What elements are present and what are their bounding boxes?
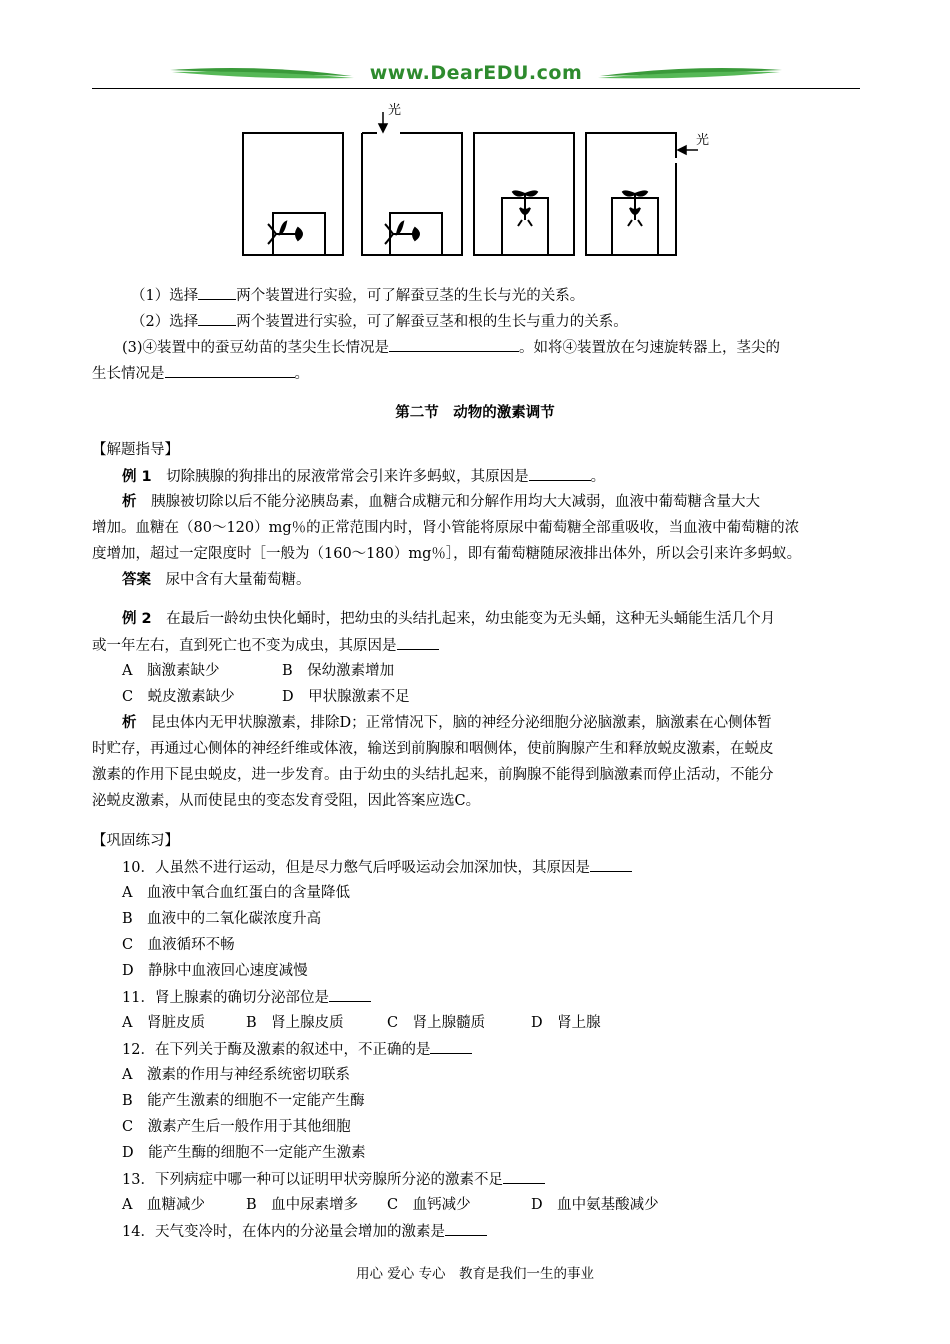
q13-option-b[interactable]: B 血中尿素增多 [246, 1197, 359, 1213]
answer-blank[interactable] [329, 987, 371, 1002]
example-2-analysis-3: 激素的作用下昆虫蜕皮，进一步发育。由于幼虫的头结扎起来，前胸腺不能得到脑激素而停止活动，不能分 [92, 767, 774, 783]
example-2-analysis-2: 时贮存，再通过心侧体的神经纤维或体液，输送到前胸腺和咽侧体，使前胸腺产生和释放蜕皮激素，在蜕皮 [92, 741, 774, 757]
q11-options [122, 1013, 601, 1033]
q11-option-d[interactable]: D 肾上腺 [531, 1015, 601, 1031]
example-1-answer: 答案 尿中含有大量葡萄糖。 [122, 572, 311, 588]
option-c[interactable]: C 蜕皮激素缺少 [122, 689, 235, 705]
q13-option-d[interactable]: D 血中氨基酸减少 [531, 1197, 659, 1213]
answer-blank[interactable] [590, 857, 632, 872]
answer-blank[interactable] [529, 466, 591, 481]
example-1-analysis-2: 增加。血糖在（80～120）mg％的正常范围内时，肾小管能将原尿中葡萄糖全部重吸收，当血液中葡萄糖的浓 [92, 520, 800, 536]
apparatus-box-2 [362, 133, 462, 255]
question-13: 13．下列病症中哪一种可以证明甲状旁腺所分泌的激素不足 [122, 1169, 545, 1190]
seedling-icon [623, 191, 647, 226]
question-3: (3)④装置中的蚕豆幼苗的茎尖生长情况是 。如将④装置放在匀速旋转器上，茎尖的 [122, 337, 780, 358]
q13-option-c[interactable]: C 血钙减少 [387, 1197, 471, 1213]
question-11: 11．肾上腺素的确切分泌部位是 [122, 987, 371, 1008]
question-1: （1）选择 两个装置进行实验，可了解蚕豆茎的生长与光的关系。 [131, 285, 584, 306]
apparatus-box-1 [243, 133, 343, 255]
site-logo-text: www.DearEDU.com [369, 62, 583, 84]
light-label-top: 光 [388, 103, 402, 118]
answer-blank[interactable] [445, 1221, 487, 1236]
q11-option-c[interactable]: C 肾上腺髓质 [387, 1015, 486, 1031]
page-header [92, 60, 860, 90]
answer-blank[interactable] [198, 285, 236, 300]
example-2: 例 2 在最后一龄幼虫快化蛹时，把幼虫的头结扎起来，幼虫能变为无头蛹，这种无头蛹能生活几个月 [122, 611, 776, 627]
answer-blank[interactable] [165, 363, 295, 378]
q12-option-d[interactable]: D 能产生酶的细胞不一定能产生激素 [122, 1145, 366, 1161]
q12-option-c[interactable]: C 激素产生后一般作用于其他细胞 [122, 1119, 351, 1135]
option-b[interactable]: B 保幼激素增加 [282, 663, 395, 679]
practice-heading: 【巩固练习】 [92, 833, 179, 849]
q12-option-a[interactable]: A 激素的作用与神经系统密切联系 [122, 1067, 350, 1083]
example-2-options-ab [122, 661, 394, 681]
example-1-analysis-3: 度增加，超过一定限度时［一般为（160～180）mg％］，即有葡萄糖随尿液排出体外，所以会引来许多蚂蚁。 [92, 546, 802, 562]
question-12: 12．在下列关于酶及激素的叙述中，不正确的是 [122, 1039, 472, 1060]
q13-option-a[interactable]: A 血糖减少 [122, 1197, 205, 1213]
q10-option-b[interactable]: B 血液中的二氧化碳浓度升高 [122, 911, 322, 927]
q11-option-a[interactable]: A 肾脏皮质 [122, 1015, 205, 1031]
guide-heading: 【解题指导】 [92, 442, 179, 458]
header-rule [92, 88, 860, 89]
answer-blank[interactable] [397, 635, 439, 650]
q11-option-b[interactable]: B 肾上腺皮质 [246, 1015, 344, 1031]
answer-blank[interactable] [389, 337, 519, 352]
example-2-analysis-4: 泌蜕皮激素，从而使昆虫的变态发育受阻，因此答案应选C。 [92, 793, 481, 809]
section-title: 第二节 动物的激素调节 [395, 405, 555, 421]
seedling-icon [513, 191, 537, 226]
option-d[interactable]: D 甲状腺激素不足 [282, 689, 410, 705]
question-3-cont: 生长情况是 。 [92, 363, 309, 384]
q10-option-c[interactable]: C 血液循环不畅 [122, 937, 235, 953]
answer-blank[interactable] [430, 1039, 472, 1054]
example-2-options-cd [122, 687, 410, 707]
answer-blank[interactable] [198, 311, 236, 326]
q10-option-a[interactable]: A 血液中氧合血红蛋白的含量降低 [122, 885, 350, 901]
light-label-side: 光 [696, 133, 710, 148]
q12-option-b[interactable]: B 能产生激素的细胞不一定能产生酶 [122, 1093, 365, 1109]
answer-blank[interactable] [503, 1169, 545, 1184]
apparatus-figure [240, 98, 720, 263]
q13-options [122, 1195, 659, 1215]
question-14: 14．天气变冷时，在体内的分泌量会增加的激素是 [122, 1221, 487, 1242]
question-10: 10．人虽然不进行运动，但是尽力憋气后呼吸运动会加深加快，其原因是 [122, 857, 632, 878]
page-footer: 用心 爱心 专心 教育是我们一生的事业 [355, 1266, 595, 1282]
option-a[interactable]: A 脑激素缺少 [122, 663, 220, 679]
example-2-cont: 或一年左右，直到死亡也不变为成虫，其原因是 [92, 635, 439, 656]
q10-option-d[interactable]: D 静脉中血液回心速度减慢 [122, 963, 308, 979]
example-1: 例 1 切除胰腺的狗排出的尿液常常会引来许多蚂蚁，其原因是 。 [122, 466, 605, 487]
question-2: （2）选择 两个装置进行实验，可了解蚕豆茎和根的生长与重力的关系。 [131, 311, 628, 332]
example-1-analysis-1: 析 胰腺被切除以后不能分泌胰岛素，血糖合成糖元和分解作用均大大减弱，血液中葡萄糖含量大大 [122, 494, 760, 510]
example-2-analysis-1: 析 昆虫体内无甲状腺激素，排除D；正常情况下，脑的神经分泌细胞分泌脑激素，脑激素在心侧体暂 [122, 715, 772, 731]
